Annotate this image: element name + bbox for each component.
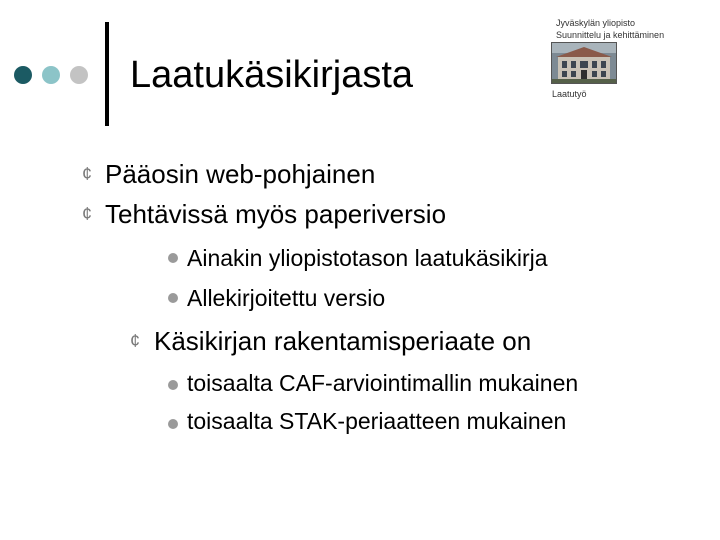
filled-circle-icon xyxy=(168,253,178,263)
bullet-1: Pääosin web-pohjainen xyxy=(105,159,376,189)
title-divider xyxy=(105,22,109,126)
photo-caption: Laatutyö xyxy=(552,89,587,99)
bullet-3: Käsikirjan rakentamisperiaate on xyxy=(154,326,532,356)
university-logo-text xyxy=(556,17,664,41)
hollow-circle-slash-icon: ¢ xyxy=(130,331,141,351)
hollow-circle-slash-icon: ¢ xyxy=(82,204,93,224)
org-line-2: Suunnittelu ja kehittäminen xyxy=(556,30,665,40)
teal-dot-icon xyxy=(14,66,32,84)
gray-dot-icon xyxy=(70,66,88,84)
sub-bullet-2-2: Allekirjoitettu versio xyxy=(187,285,386,311)
sub-bullet-2-1: Ainakin yliopistotason laatukäsikirja xyxy=(187,245,548,271)
filled-circle-icon xyxy=(168,419,178,429)
light-teal-dot-icon xyxy=(42,66,60,84)
filled-circle-icon xyxy=(168,293,178,303)
building-photo-icon xyxy=(552,43,616,83)
bullet-2: Tehtävissä myös paperiversio xyxy=(105,199,447,229)
sub-bullet-3-1: toisaalta CAF-arviointimallin mukainen xyxy=(187,370,579,396)
hollow-circle-slash-icon: ¢ xyxy=(82,164,93,184)
filled-circle-icon xyxy=(168,380,178,390)
building-photo xyxy=(551,42,617,84)
slide-title: Laatukäsikirjasta xyxy=(130,54,414,96)
sub-bullet-3-2: toisaalta STAK-periaatteen mukainen xyxy=(187,408,567,434)
org-line-1: Jyväskylän yliopisto xyxy=(556,18,636,28)
